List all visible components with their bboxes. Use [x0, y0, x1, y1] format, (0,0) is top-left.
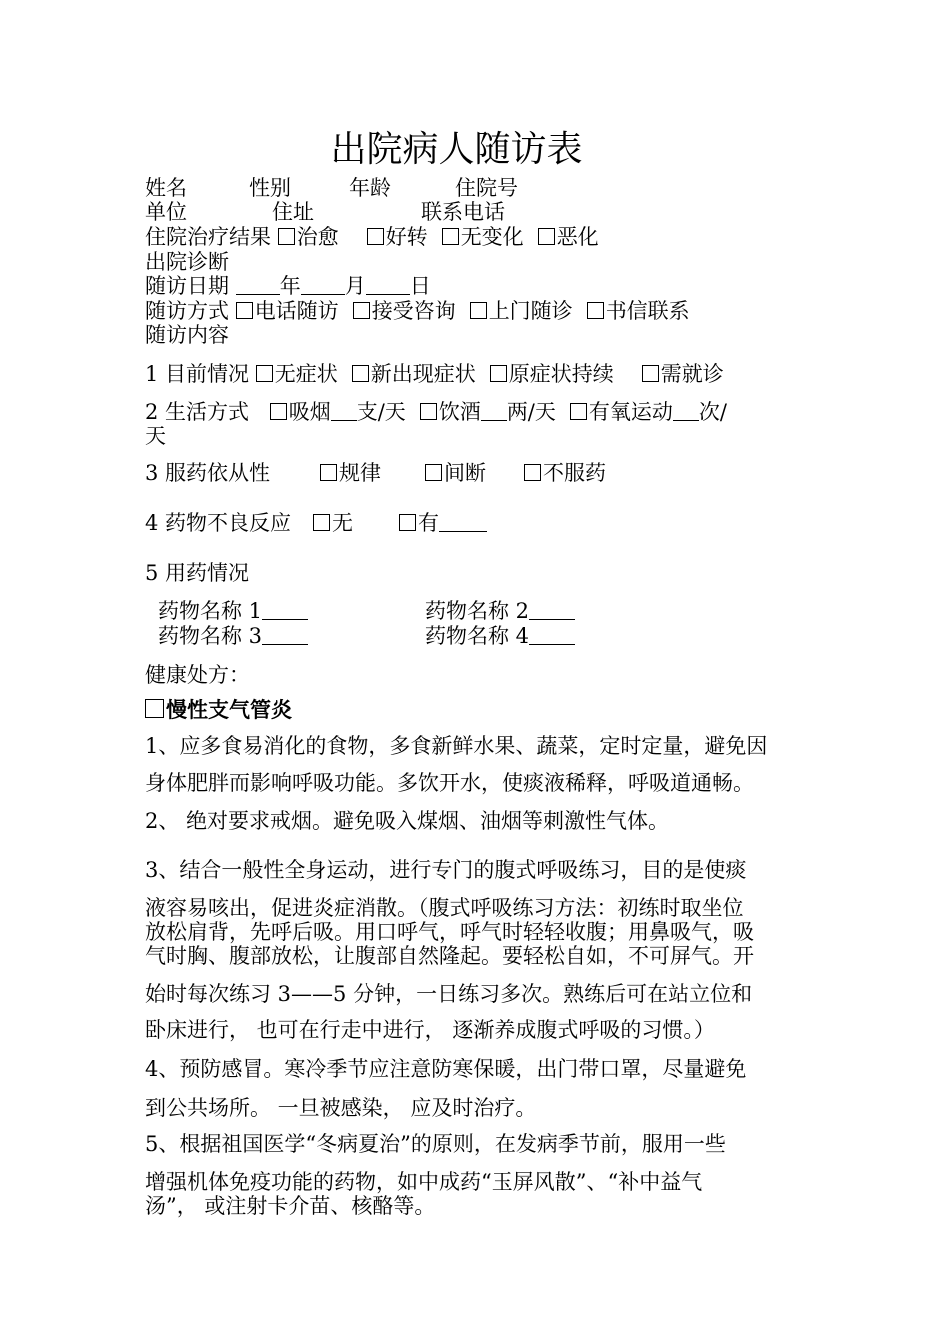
exercise-amount-blank[interactable] — [673, 402, 699, 421]
checkbox-persisting-symptom[interactable] — [490, 365, 507, 382]
option-letter: 书信联系 — [605, 299, 690, 323]
checkbox-unchanged[interactable] — [442, 228, 459, 245]
drinking-unit: 两/天 — [506, 400, 556, 424]
option-phone-followup: 电话随访 — [254, 299, 339, 323]
followup-method-row — [145, 299, 690, 323]
prescription-line-1: 1、应多食易消化的食物，多食新鲜水果、蔬菜，定时定量，避免因 — [145, 734, 768, 758]
month-label: 月 — [344, 274, 366, 298]
option-no-adverse: 无 — [332, 511, 354, 535]
drug-3: 药物名称 3 — [158, 624, 308, 648]
prescription-line-14: 汤”， 或注射卡介苗、核酪等。 — [145, 1194, 436, 1218]
prescription-line-8: 始时每次练习 3——5 分钟，一日练习多次。熟练后可在站立位和 — [145, 982, 753, 1006]
checkbox-drinking[interactable] — [420, 403, 437, 420]
admission-no-label: 住院号 — [455, 176, 518, 200]
disease-title: 慢性支气管炎 — [166, 698, 292, 722]
prescription-line-6: 放松肩背，先呼后吸。用口呼气，呼气时轻轻收腹；用鼻吸气，吸 — [145, 920, 754, 944]
followup-content-label: 随访内容 — [145, 323, 229, 347]
day-label: 日 — [409, 274, 431, 298]
sex-label: 性别 — [249, 176, 291, 200]
drug-4: 药物名称 4 — [425, 624, 575, 648]
checkbox-smoking[interactable] — [270, 403, 287, 420]
compliance-label: 3 服药依从性 — [145, 461, 271, 485]
option-improved: 好转 — [385, 225, 428, 249]
smoking-amount-blank[interactable] — [331, 402, 357, 421]
checkbox-need-visit[interactable] — [642, 365, 659, 382]
checkbox-new-symptom[interactable] — [352, 365, 369, 382]
medication-label: 5 用药情况 — [145, 561, 250, 585]
option-worsened: 恶化 — [556, 225, 599, 249]
prescription-line-4: 3、结合一般性全身运动，进行专门的腹式呼吸练习，目的是使痰 — [145, 858, 747, 882]
checkbox-cured[interactable] — [278, 228, 295, 245]
checkbox-worsened[interactable] — [538, 228, 555, 245]
checkbox-no-medication[interactable] — [524, 464, 541, 481]
checkbox-aerobic-exercise[interactable] — [570, 403, 587, 420]
address-label: 住址 — [272, 200, 314, 224]
option-regular: 规律 — [339, 461, 382, 485]
compliance-row — [145, 461, 606, 485]
option-smoking: 吸烟 — [288, 400, 331, 424]
drug-4-blank[interactable] — [529, 626, 575, 645]
option-drinking: 饮酒 — [438, 400, 481, 424]
prescription-line-7: 气时胸、腹部放松，让腹部自然隆起。要轻松自如，不可屏气。开 — [145, 944, 754, 968]
current-situation-row — [145, 362, 724, 386]
checkbox-improved[interactable] — [367, 228, 384, 245]
year-blank[interactable] — [236, 276, 280, 295]
drinking-amount-blank[interactable] — [481, 402, 507, 421]
option-intermittent: 间断 — [444, 461, 487, 485]
option-consult: 接受咨询 — [371, 299, 456, 323]
adverse-reaction-label: 4 药物不良反应 — [145, 511, 292, 535]
page-title: 出院病人随访表 — [330, 129, 583, 170]
lifestyle-wrap: 天 — [145, 424, 166, 448]
option-persisting-symptom: 原症状持续 — [508, 362, 614, 386]
checkbox-home-visit[interactable] — [470, 302, 487, 319]
phone-label: 联系电话 — [421, 200, 505, 224]
prescription-line-12: 5、根据祖国医学“冬病夏治”的原则，在发病季节前，服用一些 — [145, 1132, 726, 1156]
prescription-line-5: 液容易咳出，促进炎症消散。（腹式呼吸练习方法：初练时取坐位 — [145, 896, 744, 920]
checkbox-no-adverse[interactable] — [313, 514, 330, 531]
adverse-detail-blank[interactable] — [439, 513, 487, 532]
followup-date-row — [145, 274, 431, 298]
drug-1: 药物名称 1 — [158, 599, 308, 623]
option-cured: 治愈 — [296, 225, 339, 249]
option-home-visit: 上门随诊 — [488, 299, 573, 323]
option-no-symptom: 无症状 — [274, 362, 338, 386]
checkbox-has-adverse[interactable] — [399, 514, 416, 531]
followup-date-label: 随访日期 — [145, 274, 229, 298]
patient-info-row-2 — [145, 200, 505, 224]
prescription-line-3: 2、 绝对要求戒烟。避免吸入煤烟、油烟等刺激性气体。 — [145, 809, 670, 833]
disease-heading — [145, 698, 292, 722]
prescription-line-9: 卧床进行， 也可在行走中进行， 逐渐养成腹式呼吸的习惯。） — [145, 1018, 715, 1042]
discharge-diagnosis-label: 出院诊断 — [145, 250, 229, 274]
option-aerobic-exercise: 有氧运动 — [588, 400, 673, 424]
unit-label: 单位 — [145, 200, 187, 224]
prescription-line-13: 增强机体免疫功能的药物，如中成药“玉屏风散”、“补中益气 — [145, 1170, 703, 1194]
checkbox-no-symptom[interactable] — [256, 365, 273, 382]
option-has-adverse: 有 — [418, 511, 440, 535]
drug-3-blank[interactable] — [262, 626, 308, 645]
checkbox-phone-followup[interactable] — [236, 302, 253, 319]
patient-info-row-1 — [145, 176, 518, 200]
option-no-medication: 不服药 — [543, 461, 607, 485]
age-label: 年龄 — [349, 176, 391, 200]
exercise-unit: 次/ — [698, 400, 727, 424]
treatment-result-label: 住院治疗结果 — [145, 225, 271, 249]
checkbox-letter[interactable] — [587, 302, 604, 319]
prescription-line-2: 身体肥胖而影响呼吸功能。多饮开水，使痰液稀释，呼吸道通畅。 — [145, 771, 754, 795]
checkbox-regular[interactable] — [320, 464, 337, 481]
drug-2: 药物名称 2 — [425, 599, 575, 623]
lifestyle-label: 2 生活方式 — [145, 400, 250, 424]
prescription-label: 健康处方： — [145, 663, 250, 687]
option-unchanged: 无变化 — [460, 225, 524, 249]
name-label: 姓名 — [145, 176, 187, 200]
month-blank[interactable] — [301, 276, 345, 295]
option-new-symptom: 新出现症状 — [370, 362, 476, 386]
year-label: 年 — [279, 274, 301, 298]
prescription-line-10: 4、预防感冒。寒冷季节应注意防寒保暖，出门带口罩，尽量避免 — [145, 1057, 747, 1081]
prescription-line-11: 到公共场所。 一旦被感染， 应及时治疗。 — [145, 1096, 537, 1120]
drug-1-blank[interactable] — [262, 601, 308, 620]
checkbox-chronic-bronchitis[interactable] — [145, 699, 164, 718]
day-blank[interactable] — [366, 276, 410, 295]
lifestyle-row — [145, 400, 727, 424]
treatment-result-row — [145, 225, 599, 249]
current-situation-label: 1 目前情况 — [145, 362, 250, 386]
checkbox-intermittent[interactable] — [425, 464, 442, 481]
adverse-reaction-row — [145, 511, 487, 535]
smoking-unit: 支/天 — [356, 400, 406, 424]
followup-method-label: 随访方式 — [145, 299, 229, 323]
checkbox-consult[interactable] — [353, 302, 370, 319]
drug-2-blank[interactable] — [529, 601, 575, 620]
option-need-visit: 需就诊 — [660, 362, 724, 386]
